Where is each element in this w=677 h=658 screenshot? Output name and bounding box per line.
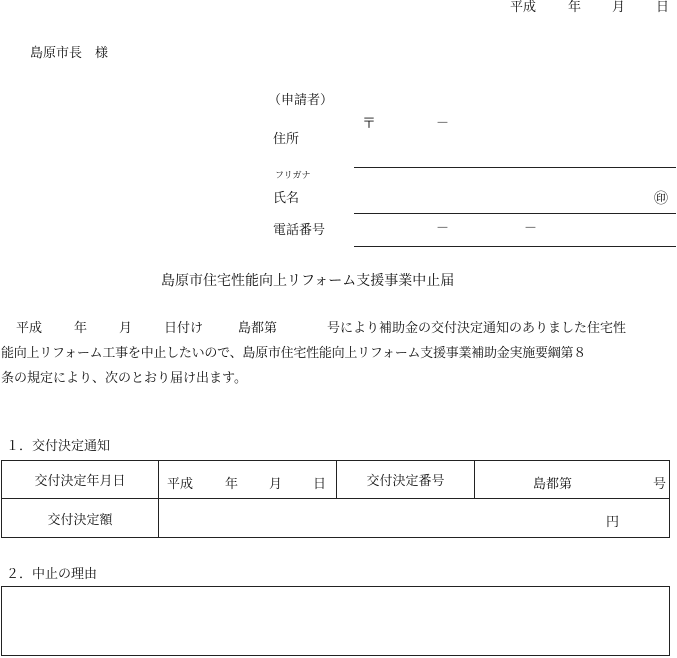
decision-amount-label: 交付決定額 bbox=[2, 499, 159, 538]
phone-dash-1: － bbox=[436, 221, 450, 236]
seal-mark: ㊞ bbox=[654, 191, 668, 207]
date-era: 平成 bbox=[510, 0, 537, 15]
decision-number-suffix: 号 bbox=[653, 477, 667, 492]
body-month: 月 bbox=[119, 321, 133, 336]
decision-amount-unit: 円 bbox=[606, 515, 620, 530]
decision-date-month: 月 bbox=[269, 477, 283, 492]
address-label: 住所 bbox=[273, 132, 300, 147]
address-underline bbox=[354, 167, 676, 168]
body-line3: 条の規定により、次のとおり届け出ます。 bbox=[1, 371, 247, 386]
applicant-heading: （申請者） bbox=[268, 93, 334, 108]
amount-row bbox=[2, 499, 670, 538]
decision-date-label: 交付決定年月日 bbox=[2, 461, 159, 499]
decision-date-era: 平成 bbox=[167, 477, 194, 492]
body-year: 年 bbox=[74, 321, 88, 336]
decision-number-prefix: 島都第 bbox=[533, 477, 573, 492]
decision-date-day: 日 bbox=[313, 477, 327, 492]
date-day: 日 bbox=[656, 0, 670, 15]
decision-number-cell[interactable] bbox=[475, 461, 670, 499]
section1-heading: １．交付決定通知 bbox=[6, 439, 111, 454]
cancellation-reason-field[interactable] bbox=[1, 586, 670, 656]
name-label: 氏名 bbox=[273, 191, 300, 206]
decision-row bbox=[2, 461, 670, 499]
date-year: 年 bbox=[568, 0, 582, 15]
postal-mark: 〒 bbox=[362, 116, 376, 132]
addressee: 島原市長 様 bbox=[30, 46, 109, 61]
section2-heading: ２．中止の理由 bbox=[6, 567, 98, 582]
phone-underline bbox=[354, 246, 676, 247]
postal-dash: － bbox=[436, 116, 450, 131]
decision-date-cell[interactable] bbox=[159, 461, 337, 499]
phone-label: 電話番号 bbox=[273, 223, 326, 238]
decision-amount-cell[interactable] bbox=[159, 499, 670, 538]
date-month: 月 bbox=[612, 0, 626, 15]
body-line2: 能向上リフォーム工事を中止したいので、島原市住宅性能向上リフォーム支援事業補助金実施要綱第８ bbox=[1, 346, 586, 361]
body-era: 平成 bbox=[16, 321, 43, 336]
body-number-prefix: 島都第 bbox=[238, 321, 278, 336]
body-line1-rest: 号により補助金の交付決定通知のありました住宅性 bbox=[327, 321, 627, 336]
furigana-label: フリガナ bbox=[275, 171, 311, 181]
phone-dash-2: － bbox=[524, 221, 538, 236]
decision-number-label: 交付決定番号 bbox=[337, 461, 475, 499]
name-underline bbox=[354, 213, 676, 214]
decision-date-year: 年 bbox=[225, 477, 239, 492]
grant-decision-table bbox=[1, 460, 670, 538]
document-title: 島原市住宅性能向上リフォーム支援事業中止届 bbox=[161, 273, 455, 289]
body-day: 日付け bbox=[164, 321, 204, 336]
